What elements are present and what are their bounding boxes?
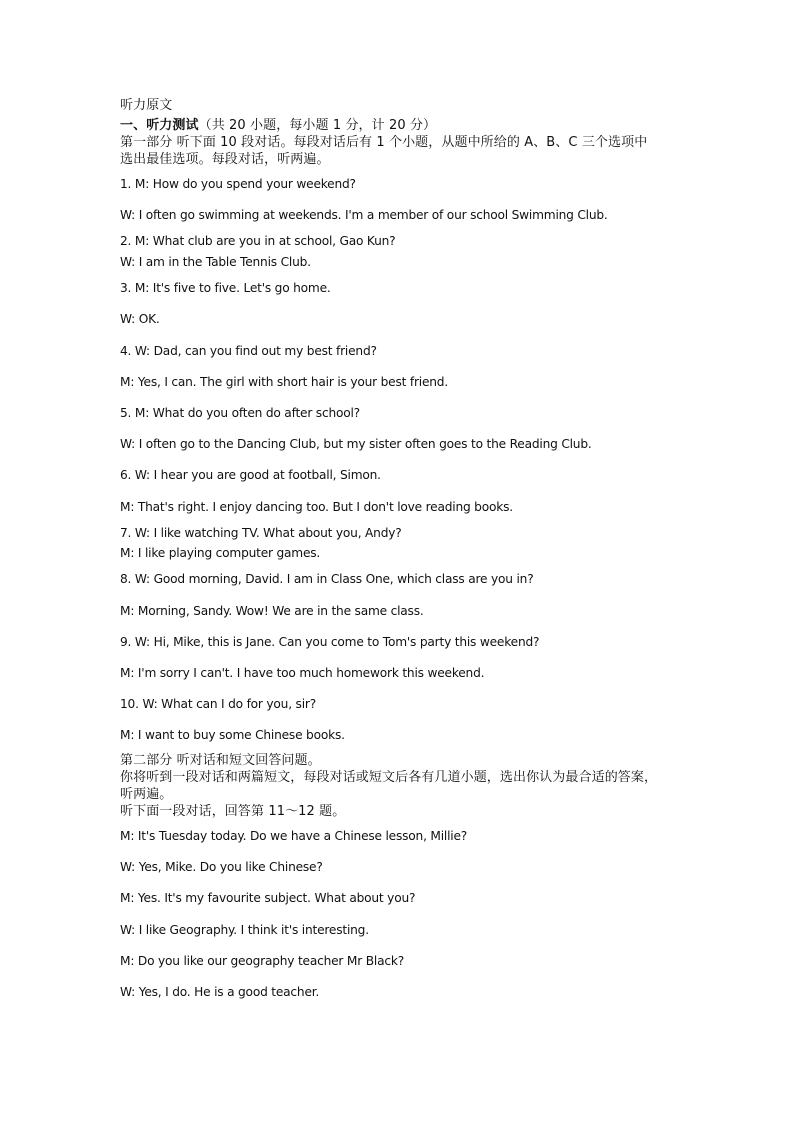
part-two-sub-heading: 听下面一段对话，回答第 11～12 题。 — [120, 804, 346, 819]
part-two-instruction-line-1: 你将听到一段对话和两篇短文，每段对话或短文后各有几道小题，选出你认为最合适的答案， — [120, 770, 658, 785]
dialogue-line: 2. M: What club are you in at school, Gao Kun? — [120, 234, 396, 248]
dialogue-line: 10. W: What can I do for you, sir? — [120, 697, 316, 711]
dialogue-line: M: Yes. It's my favourite subject. What about you? — [120, 891, 416, 905]
dialogue-line: W: Yes, I do. He is a good teacher. — [120, 985, 320, 999]
section-one-label: 一、听力测试 — [120, 118, 199, 133]
dialogue-line: 8. W: Good morning, David. I am in Class One, which class are you in? — [120, 572, 534, 586]
dialogue-line: 9. W: Hi, Mike, this is Jane. Can you come to Tom's party this weekend? — [120, 635, 540, 649]
dialogue-line: W: Yes, Mike. Do you like Chinese? — [120, 860, 323, 874]
dialogue-line: M: I like playing computer games. — [120, 546, 321, 560]
part-two-heading: 第二部分 听对话和短文回答问题。 — [120, 753, 321, 768]
dialogue-line: M: I'm sorry I can't. I have too much homework this weekend. — [120, 666, 485, 680]
dialogue-line: W: OK. — [120, 312, 160, 326]
part-two-instruction-line-2: 听两遍。 — [120, 787, 173, 802]
part-one-instruction-line-1: 第一部分 听下面 10 段对话。每段对话后有 1 个小题，从题中所给的 A、B、C 三个选项中 — [120, 135, 648, 150]
dialogue-line: W: I am in the Table Tennis Club. — [120, 255, 311, 269]
dialogue-line: 6. W: I hear you are good at football, Simon. — [120, 468, 381, 482]
dialogue-line: M: Do you like our geography teacher Mr Black? — [120, 954, 404, 968]
dialogue-line: M: I want to buy some Chinese books. — [120, 728, 345, 742]
dialogue-line: 7. W: I like watching TV. What about you, Andy? — [120, 526, 402, 540]
dialogue-line: M: That's right. I enjoy dancing too. But I don't love reading books. — [120, 500, 513, 514]
dialogue-line: W: I often go to the Dancing Club, but my sister often goes to the Reading Club. — [120, 437, 592, 451]
dialogue-line: W: I like Geography. I think it's interesting. — [120, 923, 369, 937]
part-one-instruction-line-2: 选出最佳选项。每段对话，听两遍。 — [120, 152, 330, 167]
section-one-heading — [120, 118, 436, 133]
dialogue-line: 4. W: Dad, can you find out my best friend? — [120, 344, 377, 358]
dialogue-line: 3. M: It's five to five. Let's go home. — [120, 281, 331, 295]
dialogue-line: M: It's Tuesday today. Do we have a Chinese lesson, Millie? — [120, 829, 468, 843]
section-one-scoring: （共 20 小题，每小题 1 分，计 20 分） — [198, 118, 437, 133]
dialogue-line: 5. M: What do you often do after school? — [120, 406, 360, 420]
document-title: 听力原文 — [120, 98, 173, 113]
dialogue-line: M: Yes, I can. The girl with short hair is your best friend. — [120, 375, 448, 389]
dialogue-line: M: Morning, Sandy. Wow! We are in the same class. — [120, 604, 424, 618]
dialogue-line: 1. M: How do you spend your weekend? — [120, 177, 356, 191]
dialogue-line: W: I often go swimming at weekends. I'm a member of our school Swimming Club. — [120, 208, 608, 222]
